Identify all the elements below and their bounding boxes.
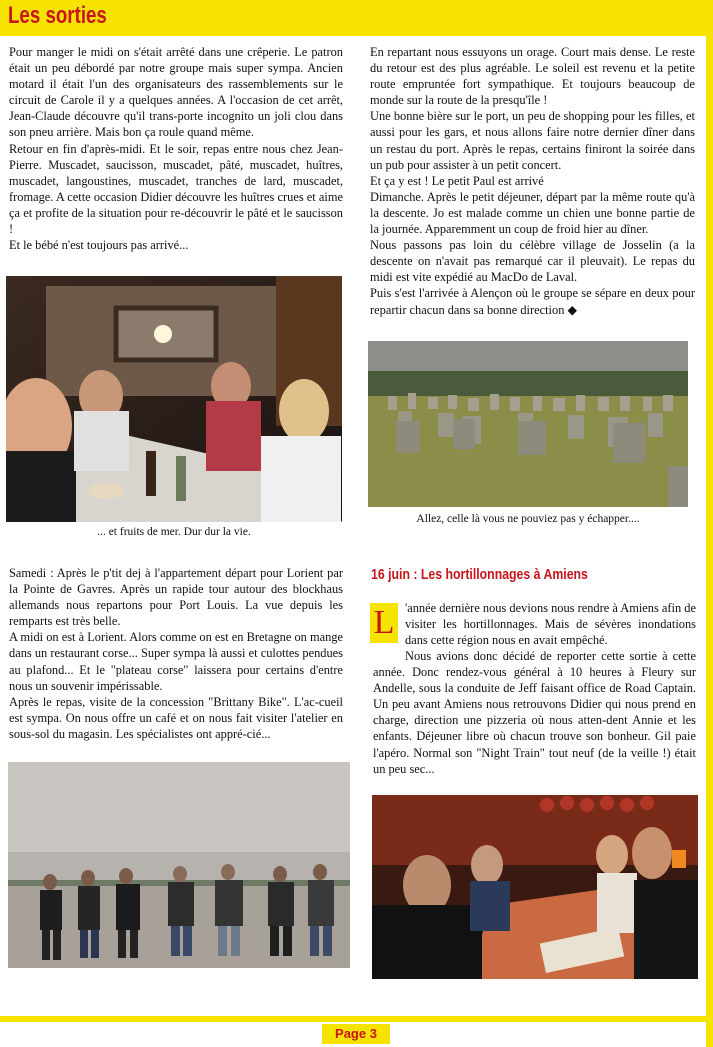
paragraph: Nous passons pas loin du célèbre village de Josselin (a la descente on n'avait pas remarqué car il pleuvait). Le repas du midi est vite expédié au MacDo de Laval. <box>370 238 695 285</box>
paragraph: Pour manger le midi on s'était arrêté dans une crêperie. Le patron était un peu débordé par notre groupe mais super sympa. Ancien motard il était l'un des organisateurs des rassemblements sur le circuit de Carole il y a quelques années. A l'occasion de cet arrêt, Jean-Claude découvre qu'il trans-porte incognito un joli clou dans son pneu arrière. Mais bon ça roule quand même. <box>9 45 343 140</box>
column-1-bottom-text <box>9 565 343 742</box>
dinner-photo-caption: ... et fruits de mer. Dur dur la vie. <box>97 526 251 538</box>
amiens-intro-text <box>405 600 696 648</box>
standing-stones-photo <box>368 341 688 507</box>
page-title: Les sorties <box>8 2 107 29</box>
pizzeria-photo <box>372 795 698 979</box>
column-2-top-text <box>370 44 695 318</box>
paragraph: Et ça y est ! Le petit Paul est arrivé <box>370 173 544 188</box>
paragraph: Une bonne bière sur le port, un peu de shopping pour les filles, et aussi pour les gars, et nous allons faire notre dernier dîner dans un restau du port. Après le repas, certains finiront la soirée dans un pub pour assister à un petit concert. <box>370 109 695 172</box>
standing-stones-caption: Allez, celle là vous ne pouviez pas y échapper.... <box>416 513 640 525</box>
amiens-body-text <box>373 648 696 777</box>
column-1-top-text <box>9 44 343 253</box>
paragraph: Puis s'est l'arrivée à Alençon où le groupe se sépare en deux pour repartir chacun dans sa bonne direction ◆ <box>370 286 695 317</box>
paragraph: Nous avions donc décidé de reporter cette sortie à cette année. Donc rendez-vous général à 10 heures à Fleury sur Andelle, sous la conduite de Jeff faisant office de Road Captain. Un peu avant Amiens nous retrouvons Didier qui nous prend en charge, direction une pizzeria où nous atten-dent Annie et les enfants. Déjeuner libre où chacun trouve son bonheur. Gil paie l'apéro. Normal son "Night Train" tout neuf (de la veille !) était un peu sec... <box>373 649 696 776</box>
bottom-bar <box>0 1016 713 1022</box>
section-title-amiens: 16 juin : Les hortillonnages à Amiens <box>371 566 588 583</box>
drop-cap: L <box>370 603 398 643</box>
paragraph: Et le bébé n'est toujours pas arrivé... <box>9 238 189 253</box>
page-number: Page 3 <box>322 1024 390 1044</box>
paragraph: 'année dernière nous devions nous rendre à Amiens afin de visiter les hortillonnages. Mais de sévères inondations dans cette région nous en avait empêché. <box>405 601 696 648</box>
group-ramparts-photo <box>8 762 350 968</box>
paragraph: En repartant nous essuyons un orage. Court mais dense. Le reste du retour est des plus agréable. Le soleil est revenu et la petite route empruntée fort sympathique. Et toujours beaucoup de monde sur la route de la presqu'île ! <box>370 45 695 108</box>
paragraph: Samedi : Après le p'tit dej à l'appartement départ pour Lorient par la Pointe de Gavres. Après un rapide tour autour des blockhaus allemands nous repartons pour Port Louis. La vue depuis les remparts est très belle. <box>9 566 343 629</box>
dinner-photo <box>6 276 342 522</box>
paragraph: Retour en fin d'après-midi. Et le soir, repas entre nous chez Jean-Pierre. Muscadet, saucisson, muscadet, pâté, muscadet, huîtres, muscadet, langoustines, muscadet, tranches de lard, muscadet, fromage. A cette occasion Didier découvre les huîtres crues et aime ça et profite de la situation pour re-découvrir le pâté et le saucisson ! <box>9 141 343 237</box>
right-border-bar <box>706 0 713 1047</box>
paragraph: Dimanche. Après le petit déjeuner, départ par la même route qu'à la descente. Jo est malade comme un chien une bonne partie de la journée. Apparemment un coup de froid hier au dîner. <box>370 189 695 237</box>
paragraph: Après le repas, visite de la concession "Brittany Bike". L'ac-cueil est sympa. On nous offre un café et on nous fait visiter l'atelier en sous-sol du magasin. Les spécialistes ont appré-cié... <box>9 694 343 741</box>
paragraph: A midi on est à Lorient. Alors comme on est en Bretagne on mange dans un restaurant corse... Super sympa là aussi et culottes pendues au plafond... Et le "plateau corse" laissera pour certains d'entre nous un souvenir impérissable. <box>9 630 343 693</box>
